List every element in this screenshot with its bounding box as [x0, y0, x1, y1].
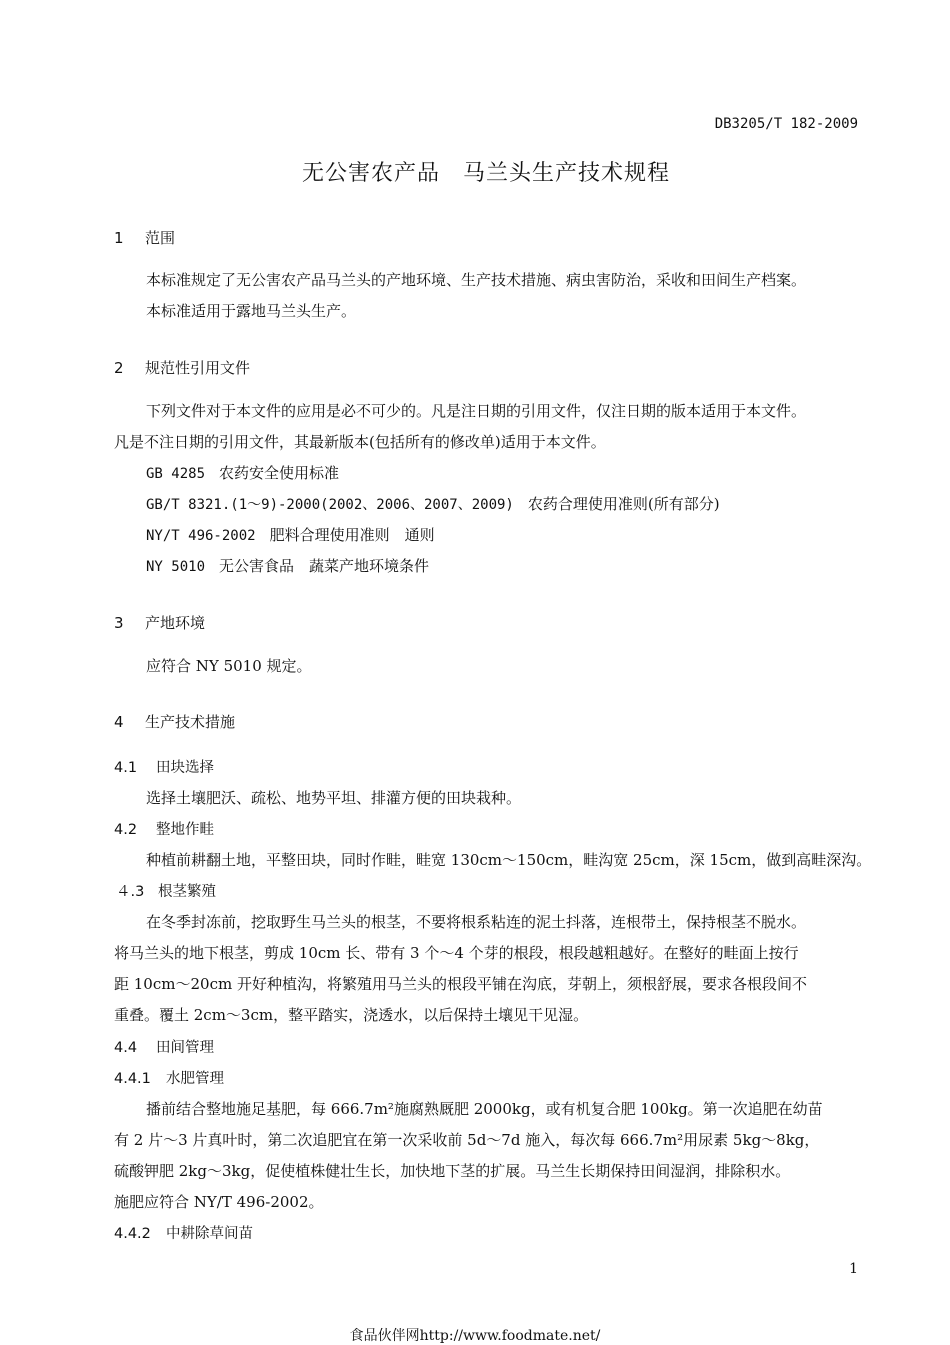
subsection-4-1-heading: [114, 756, 214, 777]
section-title: 水肥管理: [166, 1071, 224, 1087]
paragraph-line: 播前结合整地施足基肥，每 666.7m²施腐熟厩肥 2000kg，或有机复合肥 100kg。第一次追肥在幼苗: [146, 1100, 823, 1118]
paragraph-line: 硫酸钾肥 2kg～3kg，促使植株健壮生长，加快地下茎的扩展。马兰生长期保持田间湿润，排除积水。: [114, 1162, 791, 1180]
section-number: 1: [114, 229, 124, 247]
section-title: 中耕除草间苗: [166, 1226, 253, 1242]
paragraph-line: 施肥应符合 NY/T 496-2002。: [114, 1193, 324, 1211]
section-2-paragraph-line-1: 下列文件对于本文件的应用是必不可少的。凡是注日期的引用文件，仅注日期的版本适用于本文件。: [146, 402, 807, 420]
reference-title: 农药安全使用标准: [219, 464, 340, 482]
section-title: 整地作畦: [156, 822, 214, 838]
section-number: 4.4.1: [114, 1071, 151, 1087]
subsection-4-1-paragraph: 选择土壤肥沃、疏松、地势平坦、排灌方便的田块栽种。: [146, 789, 522, 807]
section-1-paragraph-1: 本标准规定了无公害农产品马兰头的产地环境、生产技术措施、病虫害防治，采收和田间生产档案。: [146, 271, 807, 289]
footer-website: 食品伙伴网http://www.foodmate.net/: [349, 1328, 601, 1344]
section-number: 4: [114, 713, 124, 731]
reference-title: 农药合理使用准则(所有部分): [527, 495, 720, 513]
subsection-4-4-heading: [114, 1036, 214, 1057]
section-title: 田间管理: [156, 1040, 214, 1056]
paragraph-line: 距 10cm～20cm 开好种植沟，将繁殖用马兰头的根段平铺在沟底，芽朝上，须根舒展，要求各根段间不: [114, 975, 807, 993]
section-4-heading: [114, 711, 235, 732]
section-number: 4.2: [114, 822, 138, 838]
section-3-paragraph: 应符合 NY 5010 规定。: [146, 657, 312, 675]
reference-item: [146, 462, 339, 483]
document-title: 无公害农产品 马兰头生产技术规程: [301, 161, 670, 186]
paragraph-line: 重叠。覆土 2cm～3cm，整平踏实，浇透水，以后保持土壤见干见湿。: [114, 1006, 589, 1024]
section-number: 4.4: [114, 1040, 138, 1056]
section-title: 产地环境: [145, 614, 206, 632]
reference-code: NY/T 496-2002: [146, 528, 256, 544]
reference-code: GB 4285: [146, 466, 206, 482]
paragraph-line: 有 2 片～3 片真叶时，第二次追肥宜在第一次采收前 5d～7d 施入，每次每 666.7m²用尿素 5kg～8kg，: [114, 1131, 820, 1149]
reference-code: NY 5010: [146, 559, 206, 575]
subsection-4-4-1-heading: [114, 1067, 224, 1088]
reference-item: [146, 493, 720, 514]
section-title: 规范性引用文件: [145, 359, 251, 377]
subsection-4-2-heading: [114, 818, 214, 839]
section-title: 田块选择: [156, 760, 214, 776]
section-2-paragraph-line-2: 凡是不注日期的引用文件，其最新版本(包括所有的修改单)适用于本文件。: [114, 433, 606, 451]
section-title: 生产技术措施: [145, 713, 236, 731]
reference-title: 无公害食品 蔬菜产地环境条件: [219, 557, 430, 575]
subsection-4-3-heading: [116, 880, 216, 901]
reference-item: [146, 524, 435, 545]
reference-title: 肥料合理使用准则 通则: [269, 526, 435, 544]
section-number: 4.4.2: [114, 1226, 151, 1242]
section-1-paragraph-2: 本标准适用于露地马兰头生产。: [146, 302, 357, 320]
section-1-heading: [114, 227, 175, 248]
subsection-4-4-2-heading: [114, 1222, 253, 1243]
section-number: 3: [114, 614, 124, 632]
section-title: 根茎繁殖: [158, 884, 216, 900]
section-3-heading: [114, 612, 205, 633]
paragraph-line: 将马兰头的地下根茎，剪成 10cm 长、带有 3 个～4 个芽的根段，根段越粗越好。在整好的畦面上按行: [114, 944, 799, 962]
subsection-4-2-paragraph: 种植前耕翻土地，平整田块，同时作畦，畦宽 130cm～150cm，畦沟宽 25cm，深 15cm，做到高畦深沟。: [146, 851, 872, 869]
section-2-heading: [114, 357, 250, 378]
paragraph-line: 在冬季封冻前，挖取野生马兰头的根茎，不要将根系粘连的泥土抖落，连根带土，保持根茎不脱水。: [146, 913, 807, 931]
section-title: 范围: [145, 229, 176, 247]
page-number: 1: [849, 1261, 858, 1277]
section-number: ４.3: [116, 884, 145, 900]
reference-code: GB/T 8321.(1～9)-2000(2002、2006、2007、2009): [146, 497, 514, 513]
section-number: 4.1: [114, 760, 138, 776]
reference-item: [146, 555, 429, 576]
section-number: 2: [114, 359, 124, 377]
standard-code: DB3205/T 182-2009: [714, 116, 858, 132]
